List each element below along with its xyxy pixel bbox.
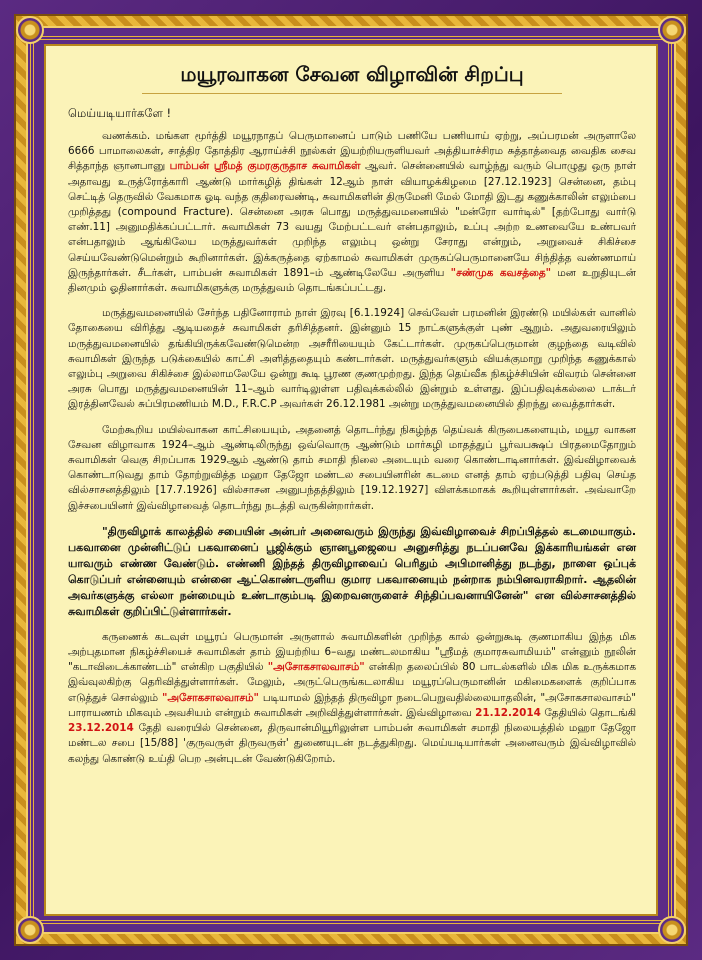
quote-paragraph: "திருவிழாக் காலத்தில் சபையின் அன்பர் அனைவரும் இருந்து இவ்விழாவைச் சிறப்பித்தல் கடமையாகும். பகவானை முன்னிட்டுப் பகவானைப் பூஜிக்கும் ஞானபூஜையை அனுசரித்து நடப்பனவே இக்காரியங்கள் என யாவரும் எண்ண வேண்டும். எண்ணி இந்தத் திருவிழாவைப் பெரிதும் அபிமானித்து நடந்து, நாளை ஒப்புக் கொடுப்பர் என்னையும் என்னை ஆட்கொண்டருளிய குமார பகவானையும் நன்றாக நம்பினவராகிறார். ஆதலின் அவர்களுக்கு எல்லா நன்மையும் உண்டாகும்படி இறைவனருளைச் சிந்திப்பவனாயினேன்" என வில்சாசனத்தில் சுவாமிகள் குறிப்பிட்டுள்ளார்கள்.: [68, 524, 636, 618]
page-title: மயூரவாகன சேவன விழாவின் சிறப்பு: [142, 60, 562, 94]
salutation: மெய்யடியார்களே !: [68, 106, 172, 120]
highlight-text: பாம்பன் ஸ்ரீமத் குமரகுருதாச சுவாமிகள்: [169, 160, 361, 173]
highlight-text: "அசோகசாலவாசம்": [267, 661, 365, 674]
corner-ornament-icon: [658, 16, 686, 44]
paragraph-4: கருணைக் கடவுள் மயூரப் பெருமான் அருளால் சுவாமிகளின் முறிந்த கால் ஒன்றுகூடி குணமாகிய இந்த மிக அற்புதமான நிகழ்ச்சியைச் சுவாமிகள் தாம் இயற்றிய 6–வது மண்டலமாகிய "ஸ்ரீமத் குமாரசுவாமியம்" என்னும் நூலின் "கடாவிடைக்காண்டம்" என்கிற பகுதியில் "அசோகசாலவாசம்" என்கிற தலைப்பில் 80 பாடல்களில் மிக மிக உருக்கமாக இவ்வுலகிற்கு தெரிவித்துள்ளார்கள். மேலும், அருட்பெருங்கடலாகிய மயூரப்பெருமானின் மகிமைகளைக் குறிப்பாக எடுத்துச் சொல்லும் "அசோகசாலவாசம்" படியாமல் இந்தத் திருவிழா நடைபெறுவதில்லையாதலின், "அசோகசாலவாசம்" பாராயணம் மிகவும் அவசியம் என்றும் சுவாமிகள் அறிவித்துள்ளார்கள். இவ்விழாவை 21.12.2014 தேதியில் தொடங்கி 23.12.2014 தேதி வரையில் சென்னை, திருவான்மியூரிலுள்ள பாம்பன் சுவாமிகள் சமாதி நிலையத்தில் மஹா தேஜோ மண்டல சபை [15/88] 'குருவருள் திருவருள்' துணையுடன் நடத்துகிறது. மெய்யடியார்கள் அனைவரும் இவ்விழாவில் கலந்து கொண்டு உய்தி பெற அன்புடன் வேண்டுகிறோம்.: [68, 630, 636, 765]
date-highlight: 23.12.2014: [68, 722, 134, 735]
paragraph-3: மேற்கூறிய மயில்வாகன காட்சியையும், அதனைத் தொடர்ந்து நிகழ்ந்த தெய்வக் கிருபைகளையும், மயூர வாகன சேவன விழாவாக 1924–ஆம் ஆண்டிலிருந்து ஒவ்வொரு ஆண்டும் மார்கழி மாதத்துப் பூர்வபக்ஷப் பிரதமைதோறும் சுவாமிகள் வெகு சிறப்பாக 1929ஆம் ஆண்டு தாம் சமாதி நிலை அடையும் வரை கொண்டாடினார்கள். இவ்விழாவைக் கொண்டாடுவது தாம் தோற்றுவித்த மஹா தேஜோ மண்டல சபையினரின் கடமை எனத் தாம் ஏற்படுத்தி பதிவு செய்த வில்சாசனத்திலும் [17.7.1926] வில்சாசன அனுபந்தத்திலும் [19.12.1927] விளக்கமாகக் கூறியுள்ளார்கள். அவ்வாறே இச்சபையினர் இவ்விழாவைத் தொடர்ந்து நடத்தி வருகின்றார்கள்.: [68, 423, 636, 512]
corner-ornament-icon: [658, 916, 686, 944]
highlight-text: "சண்முக கவசத்தை": [450, 266, 551, 279]
content-panel: [44, 44, 658, 916]
paragraph-2: மருத்துவமனையில் சேர்ந்த பதினோராம் நாள் இரவு [6.1.1924] செவ்வேள் பரமனின் இரண்டு மயில்கள் வானில் தோகையை விரித்து ஆடியதைச் சுவாமிகள் தரிசித்தனர். இன்னும் 15 நாட்களுக்குள் புண் ஆறும். அதுவரையிலும் மருத்துவமனையில் தங்கியிருக்கவேண்டுமென்ற அசரீரியையும் கேட்டார்கள். முருகப்பெருமான் குழந்தை வடிவில் சுவாமிகள் இருந்த படுக்கையில் காட்சி அளித்ததையும் கண்டார்கள். மருத்துவர்களும் வியக்குமாறு முறிந்த கணுக்கால் எலும்பு அறுவை சிகிச்சை இல்லாமலேயே ஒன்று கூடி பூரண குணமுற்றது. இந்த தெய்வீக நிகழ்ச்சியின் விவரம் சென்னை அரசு பொது மருத்துவமனையின் 11–ஆம் வார்டிலுள்ள பதிவுக்கல்லில் இன்றும் உள்ளது. இப்பதிவுக்கல்லை டாக்டர் இரத்தினவேல் சுப்பிரமணியம் M.D., F.R.C.P அவர்கள் 26.12.1981 அன்று மருத்துவமனையில் திறந்து வைத்தார்கள்.: [68, 307, 636, 411]
highlight-text: "அசோகசாலவாசம்": [161, 691, 259, 704]
corner-ornament-icon: [16, 916, 44, 944]
corner-ornament-icon: [16, 16, 44, 44]
paragraph-1: வணக்கம். மங்கள மூர்த்தி மயூரநாதப் பெருமானைப் பாடும் பணியே பணியாய் ஏற்று, அப்பரமன் அருளாலே 6666 பாமாலைகள், சாத்திர தோத்திர ஆராய்ச்சி நூல்கள் இயற்றியருளியவர் அத்தியாச்சிரம சுத்தாத்வைத வைதிக சைவ சித்தாந்த ஞானபானு பாம்பன் ஸ்ரீமத் குமரகுருதாச சுவாமிகள் ஆவர். சென்னையில் வாழ்ந்து வரும் பொழுது ஒரு நாள் அதாவது உருத்ரோத்காரி ஆண்டு மார்கழித் திங்கள் 12ஆம் நாள் வியாழக்கிழமை [27.12.1923] சென்னை, தம்பு செட்டித் தெருவில் வேகமாக ஓடி வந்த குதிரைவண்டி, சுவாமிகளின் திருமேனி மேல் மோதி இடது கணுக்காலின் எலும்பை முறித்தது (compound Fracture). சென்னை அரசு பொது மருத்துவமனையில் "மன்ரோ வார்டில்" [தற்போது வார்டு எண்.11] அனுமதிக்கப்பட்டார். சுவாமிகள் 73 வயது மேற்பட்டவர் என்பதாலும், உப்பு அற்ற உணவையே உண்பவர் என்பதாலும் ஆங்கிலேய மருத்துவர்கள் முறிந்த எலும்பு ஒன்று சேராது என்றும், அறுவைச் சிகிச்சை செய்யவேண்டுமென்றும் கூறினார்கள். இக்கருத்தை ஏற்காமல் சுவாமிகள் முருகப்பெருமானையே சிந்தித்த வண்ணமாய் இருந்தார்கள். சீடர்கள், பாம்பன் சுவாமிகள் 1891–ம் ஆண்டிலேயே அருளிய "சண்முக கவசத்தை" மன உறுதியுடன் தினமும் ஓதினார்கள். சுவாமிகளுக்கு மருத்துவம் தொடங்கப்பட்டது.: [68, 130, 636, 295]
date-highlight: 21.12.2014: [475, 706, 541, 719]
